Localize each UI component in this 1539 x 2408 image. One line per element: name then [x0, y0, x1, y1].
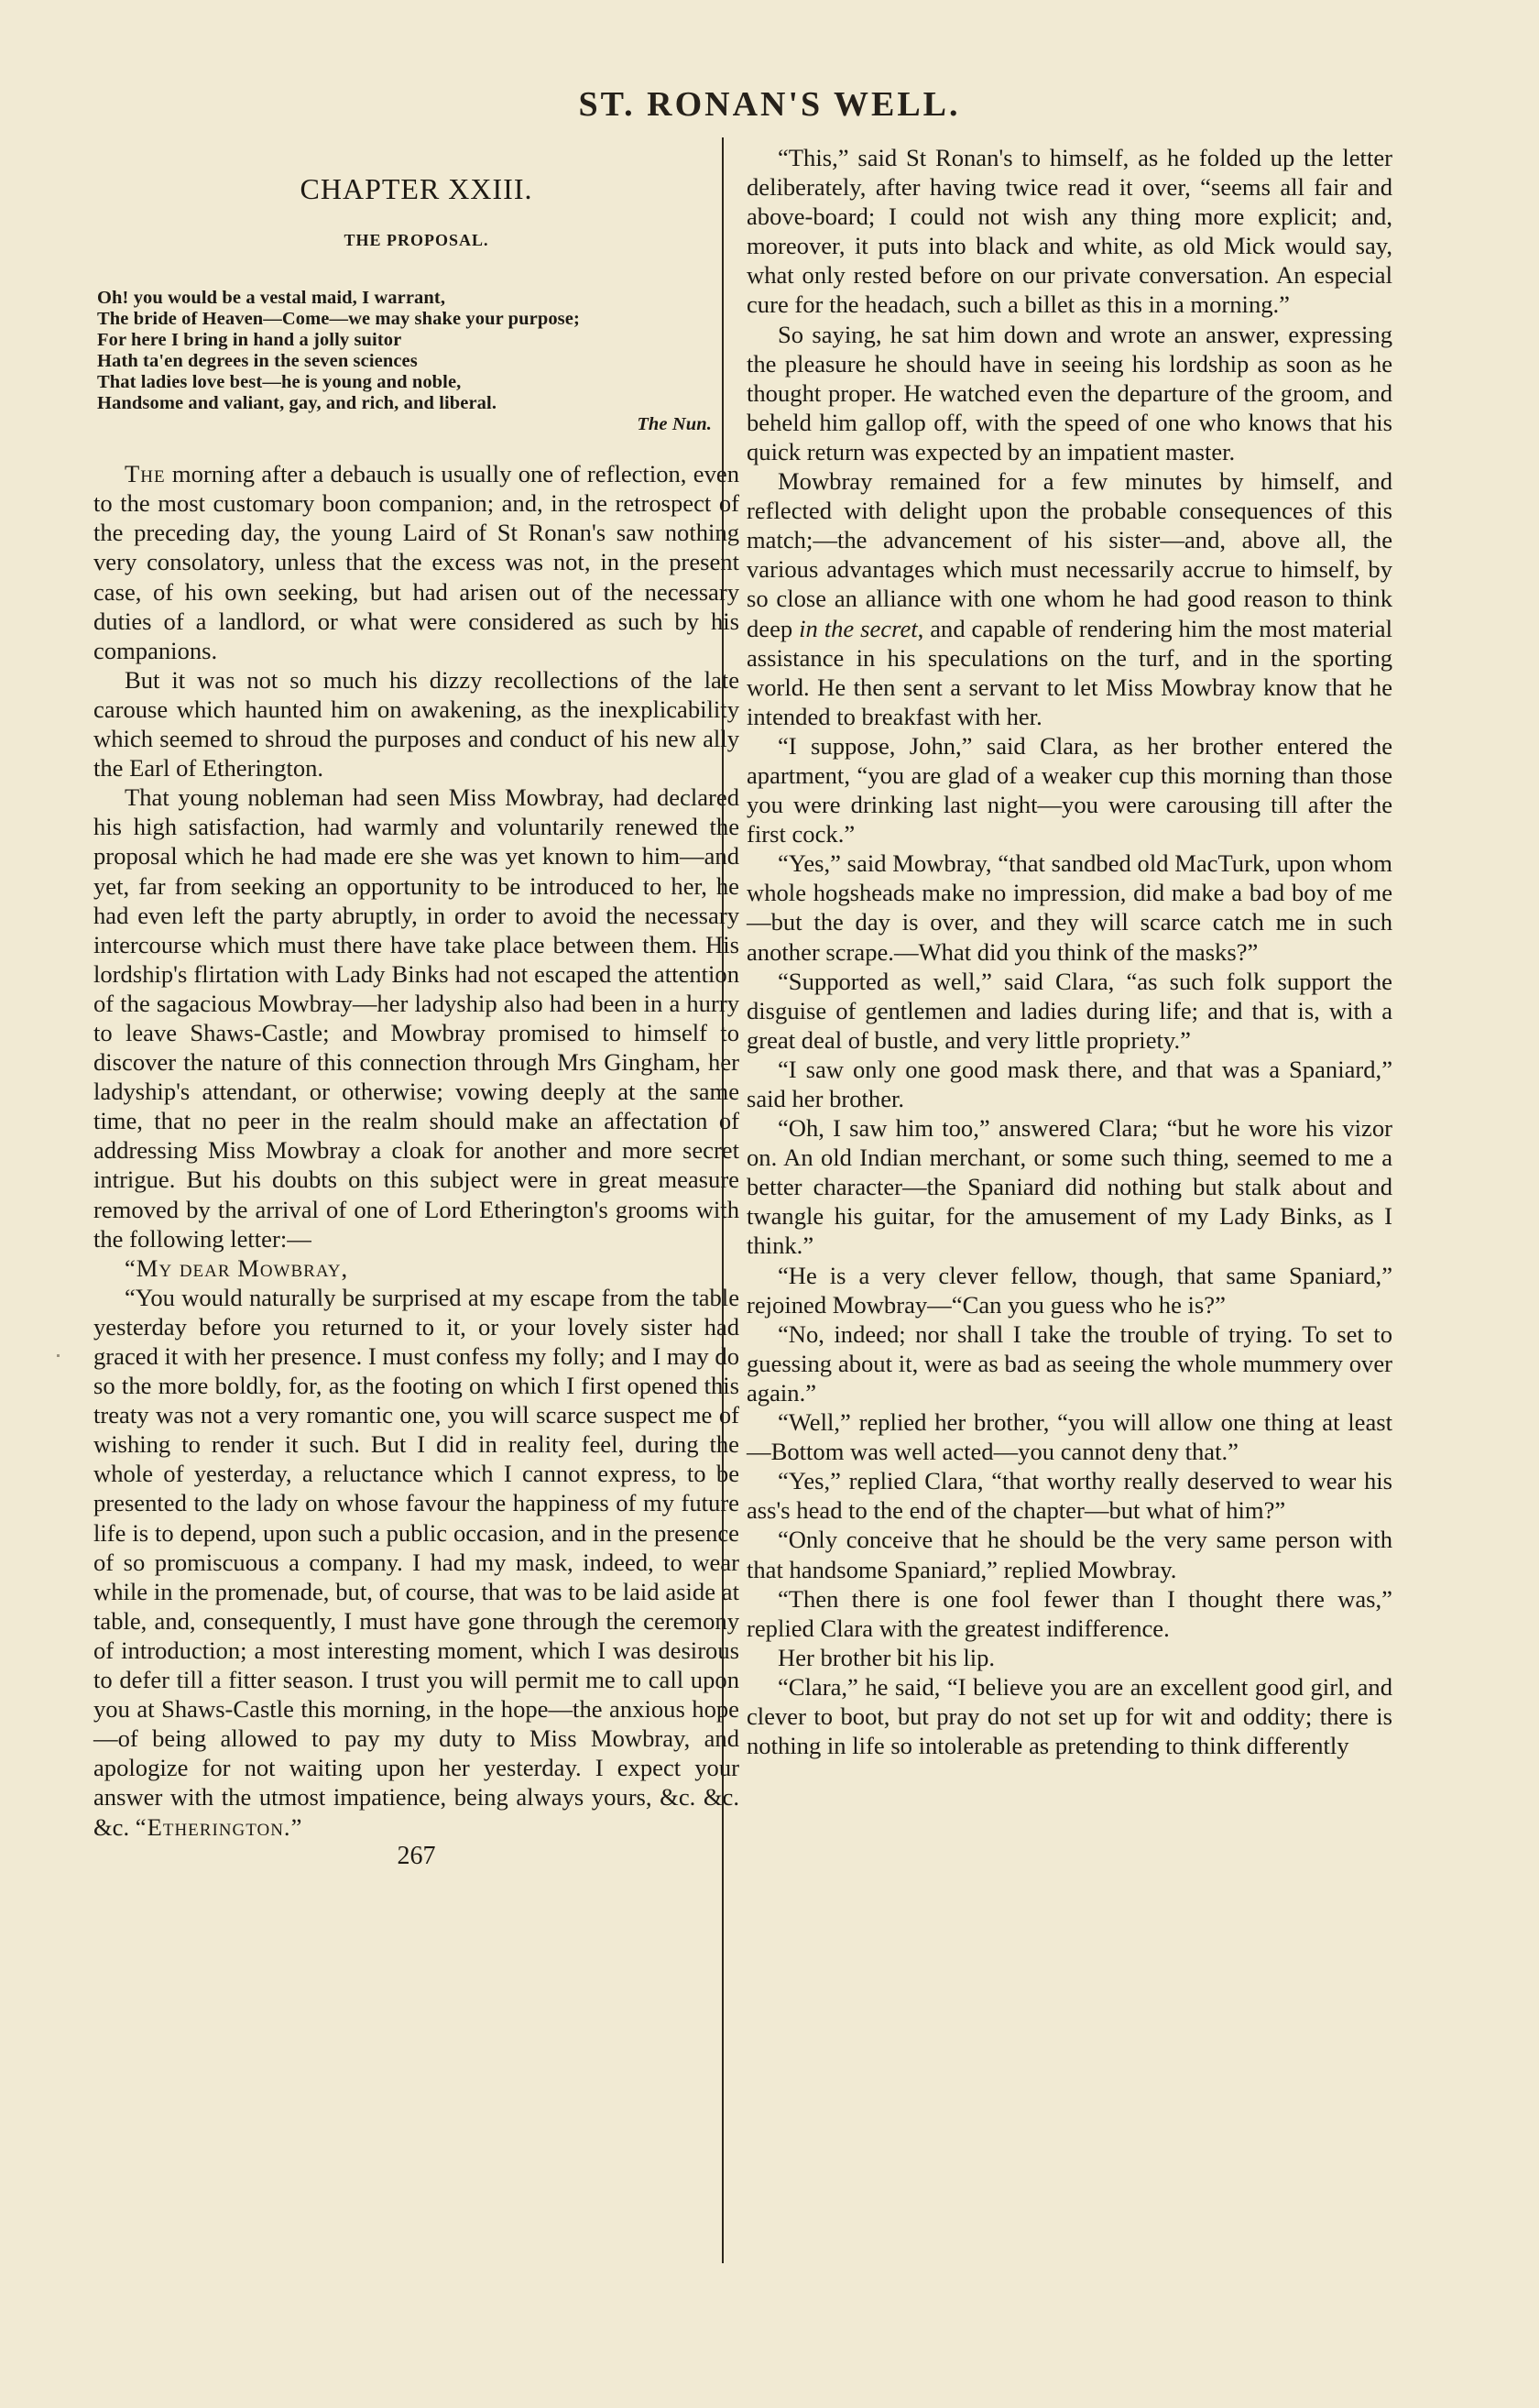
epigraph — [93, 288, 739, 435]
dialogue-line: “Yes,” said Mowbray, “that sandbed old MacTurk, upon whom whole hogsheads make no impression, did make a bad boy of me—but the day is over, and they will scarce catch me in such another scrape.—What did you think of the masks?” — [747, 849, 1392, 966]
dialogue-line: “No, indeed; nor shall I take the trouble of trying. To set to guessing about it, were as bad as seeing the whole mummery over again.” — [747, 1319, 1392, 1406]
paragraph-text: , and capable of rendering him the most material assistance in his speculations on the turf, and in the sporting world. He then sent a servant to let Miss Mowbray know that he intended to breakfast with her. — [747, 614, 1392, 730]
right-column — [747, 143, 1392, 1760]
epigraph-line: For here I bring in hand a jolly suitor — [97, 330, 402, 351]
dialogue-line: “Supported as well,” said Clara, “as such folk support the disguise of gentlemen and ladies during life; and that is, with a great deal of bustle, and very little propriety.” — [747, 967, 1392, 1054]
dialogue-line: “Only conceive that he should be the very same person with that handsome Spaniard,” replied Mowbray. — [747, 1526, 1392, 1583]
left-column — [93, 143, 739, 1871]
epigraph-line: That ladies love best—he is young and noble, — [97, 372, 462, 393]
dialogue-line: “He is a very clever fellow, though, that same Spaniard,” rejoined Mowbray—“Can you guess who he is?” — [747, 1261, 1392, 1319]
page-number: 267 — [397, 1841, 436, 1870]
paragraph: So saying, he sat him down and wrote an answer, expressing the pleasure he should have in seeing his lordship as soon as he thought proper. He watched even the departure of the groom, and beheld him gallop off, with the speed of one who knows that his quick return was expected by an impatient master. — [747, 320, 1392, 465]
dialogue-line: “Oh, I saw him too,” answered Clara; “but he wore his vizor on. An old Indian merchant, or some such thing, seemed to me a better character—the Spaniard did nothing but stalk about and twangle his guitar, for the amusement of my Lady Binks, as I think.” — [747, 1114, 1392, 1260]
margin-speck — [57, 1354, 60, 1357]
dialogue-line: “Well,” replied her brother, “you will allow one thing at least—Bottom was well acted—you cannot deny that.” — [747, 1408, 1392, 1466]
epigraph-line: The bride of Heaven—Come—we may shake your purpose; — [97, 309, 580, 330]
epigraph-line: Hath ta'en degrees in the seven sciences — [97, 351, 418, 372]
paragraph: But it was not so much his dizzy recollections of the late carouse which haunted him on awakening, as the inexplicability which seemed to shroud the purposes and conduct of his new ally the Earl of Etherington. — [93, 665, 739, 783]
letter-text: would naturally be surprised at my escape from the table yesterday before you returned to it, or your lovely sister had graced it with her presence. I must confess my folly; and I may do so the more boldly, for, as the footing on which I first opened this treaty was not a very romantic one, you will scarce suspect me of wishing to render it such. But I did in reality feel, during the whole of yesterday, a reluctance which I cannot express, to be presented to the lady on whose favour the happiness of my future life is to depend, upon such a public occasion, and in the presence of so promiscuous a company. I had my mask, indeed, to wear while in the promenade, but, of course, that was to be laid aside at table, and, consequently, I must have gone through the ceremony of introduction; a most interesting moment, which I was desirous to defer till a fitter season. I trust you will permit me to call upon you at Shaws-Castle this morning, in the hope—the anxious hope—of being allowed to pay my duty to Miss Mowbray, and apologize for not waiting upon her yesterday. I expect your answer with the utmost impatience, being always yours, &c. &c. &c. — [93, 1283, 739, 1841]
paragraph-text: morning after a debauch is usually one of reflection, even to the most customary boon companion; and, in the retrospect of the preceding day, the young Laird of St Ronan's saw nothing very consolatory, unless that the excess was not, in the present case, of his own seeking, but had arisen out of the necessary duties of a landlord, or what were considered as such by his companions. — [93, 460, 739, 664]
letter-salutation: “My dear Mowbray, — [125, 1253, 349, 1282]
letter-signature: “Etherington.” — [135, 1812, 303, 1841]
lead-word: The — [125, 460, 166, 488]
paragraph-text: Mowbray remained for a few minutes by himself, and reflected with delight upon the probable consequences of this match;—the advancement of his sister—and, above all, the various advantages which must necessarily accrue to himself, by so close an alliance with one whom he had good reason to think deep — [747, 467, 1392, 642]
paragraph: That young nobleman had seen Miss Mowbray, had declared his high satisfaction, had warmly and voluntarily renewed the proposal which he had made ere she was yet known to him—and yet, far from seeking an opportunity to be introduced to her, he had even left the party abruptly, in order to avoid the necessary intercourse which must there have take place between them. His lordship's flirtation with Lady Binks had not escaped the attention of the sagacious Mowbray—her ladyship also had been in a hurry to leave Shaws-Castle; and Mowbray promised to himself to discover the nature of this connection through Mrs Gingham, her ladyship's attendant, or otherwise; vowing deeply at the same time, that no peer in the realm should make an affectation of addressing Miss Mowbray a cloak for another and more secret intrigue. But his doubts on this subject were in great measure removed by the arrival of one of Lord Etherington's grooms with the following letter:— — [93, 783, 739, 1253]
paragraph — [93, 459, 739, 665]
running-head: ST. RONAN'S WELL. — [578, 85, 961, 124]
dialogue-line: “Then there is one fool fewer than I thought there was,” replied Clara with the greatest indifference. — [747, 1584, 1392, 1642]
dialogue-line: “Clara,” he said, “I believe you are an excellent good girl, and clever to boot, but pray do not set up for wit and oddity; there is nothing in life so intolerable as pretending to think differently — [747, 1672, 1392, 1760]
chapter-subtitle: THE PROPOSAL. — [344, 231, 489, 250]
dialogue-line: Her brother bit his lip. — [778, 1643, 996, 1671]
epigraph-line: Handsome and valiant, gay, and rich, and liberal. — [97, 393, 497, 414]
paragraph: “This,” said St Ronan's to himself, as he folded up the letter deliberately, after having twice read it over, “seems all fair and above-board; I could not wish any thing more explicit; and, moreover, it puts into black and white, as old Mick would say, what only rested before on our private conversation. An especial cure for the headach, such a billet as this in a morning.” — [747, 144, 1392, 319]
letter-lead: “You — [125, 1283, 175, 1311]
dialogue-line: “I suppose, John,” said Clara, as her brother entered the apartment, “you are glad of a weaker cup this morning than those you were drinking last night—you were carousing till after the first cock.” — [747, 731, 1392, 848]
chapter-title: CHAPTER XXIII. — [300, 172, 533, 205]
dialogue-line: “Yes,” replied Clara, “that worthy really deserved to wear his ass's head to the end of the chapter—but what of him?” — [747, 1467, 1392, 1525]
epigraph-source: The Nun. — [637, 414, 712, 435]
italic-phrase: in the secret — [799, 614, 918, 642]
paragraph — [747, 466, 1392, 731]
epigraph-line: Oh! you would be a vestal maid, I warrant, — [97, 288, 446, 309]
dialogue-line: “I saw only one good mask there, and that was a Spaniard,” said her brother. — [747, 1055, 1392, 1112]
letter-body — [93, 1283, 739, 1842]
